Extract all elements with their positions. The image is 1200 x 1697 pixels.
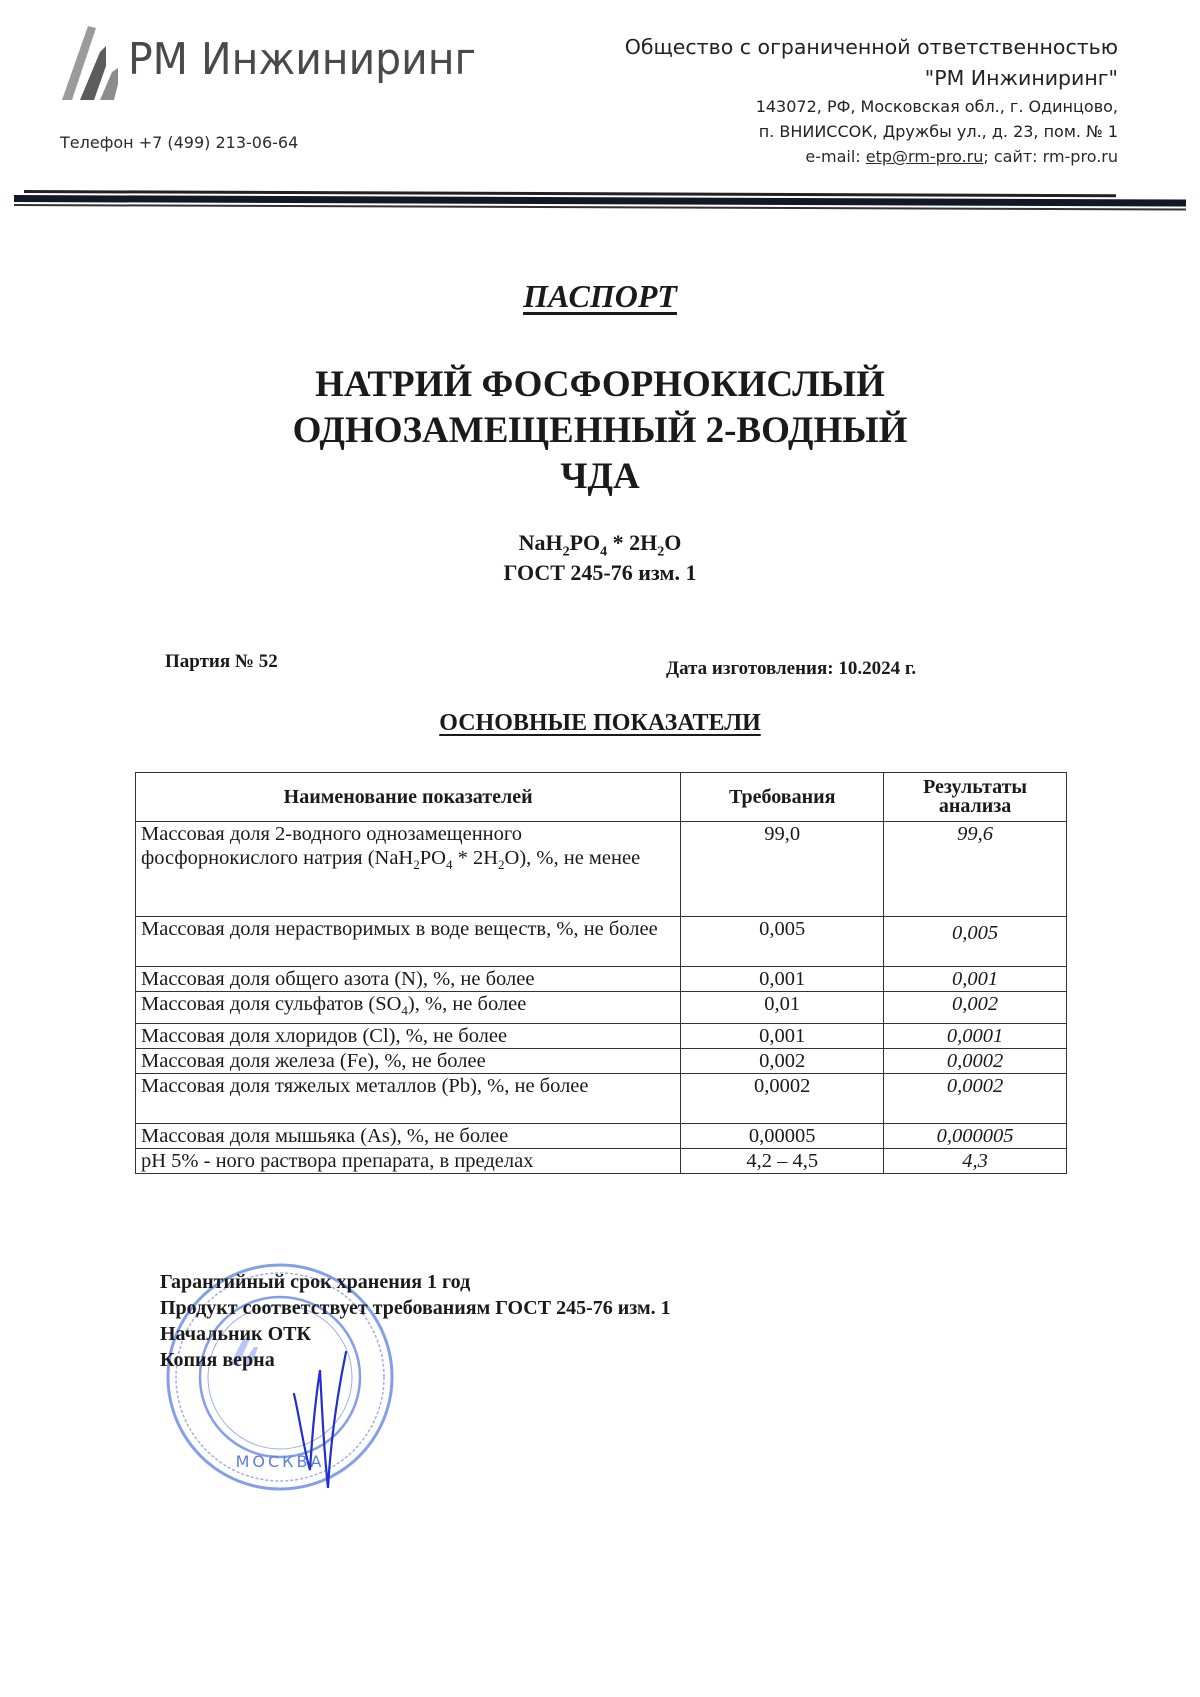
row-result: 0,001 xyxy=(884,967,1067,992)
table-row xyxy=(136,1149,1067,1174)
row-name: Массовая доля 2-водного однозамещенного фосфорнокислого натрия $(NaH_2PO_4 * 2H_2O)$, %, не менее xyxy=(136,822,681,917)
row-name: Массовая доля тяжелых металлов (Pb), %, не более xyxy=(136,1074,681,1124)
table-row xyxy=(136,967,1067,992)
site-text: ; сайт: rm-pro.ru xyxy=(983,147,1118,166)
product-name-line-3: ЧДА xyxy=(560,456,640,497)
row-name: Массовая доля хлоридов (Cl), %, не более xyxy=(136,1024,681,1049)
section-title xyxy=(0,710,1200,737)
header-name: Наименование показателей xyxy=(136,773,681,822)
signature-icon xyxy=(290,1350,350,1490)
contact-line xyxy=(625,144,1118,169)
row-result: 0,0001 xyxy=(884,1024,1067,1049)
properties-table xyxy=(135,772,1067,1174)
stamp-city: МОСКВА xyxy=(235,1452,325,1471)
row-requirement: 4,2 – 4,5 xyxy=(681,1149,884,1174)
row-result: 0,0002 xyxy=(884,1049,1067,1074)
address-line-2: п. ВНИИССОК, Дружбы ул., д. 23, пом. № 1 xyxy=(758,122,1118,141)
compliance-statement: Продукт соответствует требованиям ГОСТ 245-76 изм. 1 xyxy=(160,1297,671,1319)
header-divider xyxy=(14,190,1186,211)
row-result: 99,6 xyxy=(884,822,1067,917)
row-result: 0,002 xyxy=(884,992,1067,1024)
header-requirements: Требования xyxy=(681,773,884,822)
product-name xyxy=(0,362,1200,500)
address-line-1: 143072, РФ, Московская обл., г. Одинцово, xyxy=(755,97,1118,116)
company-phone: Телефон +7 (499) 213-06-64 xyxy=(60,133,299,152)
row-requirement: 0,001 xyxy=(681,1024,884,1049)
table-row xyxy=(136,1124,1067,1149)
table-row xyxy=(136,1049,1067,1074)
row-name: pH 5% - ного раствора препарата, в пределах xyxy=(136,1149,681,1174)
email-link[interactable]: etp@rm-pro.ru xyxy=(865,147,984,166)
company-type: Общество с ограниченной ответственностью xyxy=(624,35,1118,59)
product-name-line-1: НАТРИЙ ФОСФОРНОКИСЛЫЙ xyxy=(315,364,885,405)
row-name: Массовая доля мышьяка (As), %, не более xyxy=(136,1124,681,1149)
row-requirement: 99,0 xyxy=(681,822,884,917)
row-requirement: 0,01 xyxy=(681,992,884,1024)
document-title xyxy=(0,278,1200,315)
table-row xyxy=(136,822,1067,917)
manufacture-date: Дата изготовления: 10.2024 г. xyxy=(666,658,917,679)
table-row xyxy=(136,992,1067,1024)
rm-logo-icon xyxy=(60,22,128,102)
row-name: Массовая доля нерастворимых в воде веществ, %, не более xyxy=(136,917,681,967)
shelf-life: Гарантийный срок хранения 1 год xyxy=(160,1271,471,1293)
row-requirement: 0,001 xyxy=(681,967,884,992)
document-title-text: ПАСПОРТ xyxy=(523,278,677,314)
row-requirement: 0,005 xyxy=(681,917,884,967)
row-result: 0,005 xyxy=(884,917,1067,967)
row-result: 0,0002 xyxy=(884,1074,1067,1124)
company-details xyxy=(625,32,1118,169)
copy-certified: Копия верна xyxy=(160,1349,275,1371)
row-requirement: 0,00005 xyxy=(681,1124,884,1149)
row-requirement: 0,002 xyxy=(681,1049,884,1074)
product-name-line-2: ОДНОЗАМЕЩЕННЫЙ 2-ВОДНЫЙ xyxy=(292,410,908,451)
table-row xyxy=(136,917,1067,967)
row-requirement: 0,0002 xyxy=(681,1074,884,1124)
row-name: Массовая доля сульфатов $(SO_4)$, %, не более xyxy=(136,992,681,1024)
row-result: 0,000005 xyxy=(884,1124,1067,1149)
row-result: 4,3 xyxy=(884,1149,1067,1174)
gost-standard: ГОСТ 245-76 изм. 1 xyxy=(503,560,697,585)
company-name: "РМ Инжиниринг" xyxy=(924,66,1118,90)
logo-text: РМ Инжиниринг xyxy=(128,34,476,85)
table-row xyxy=(136,1074,1067,1124)
table-row xyxy=(136,1024,1067,1049)
section-title-text: ОСНОВНЫЕ ПОКАЗАТЕЛИ xyxy=(439,710,761,736)
company-logo xyxy=(60,22,128,102)
qc-head: Начальник ОТК xyxy=(160,1323,311,1345)
table-header-row xyxy=(136,773,1067,822)
email-label: e-mail: xyxy=(805,147,861,166)
footer-statements xyxy=(160,1269,671,1373)
row-name: Массовая доля железа (Fe), %, не более xyxy=(136,1049,681,1074)
batch-number: Партия № 52 xyxy=(165,651,278,672)
header-results: Результаты анализа xyxy=(884,773,1067,822)
chemical-formula: $NaH_2PO_4 * 2H_2O$ xyxy=(518,530,682,560)
row-name: Массовая доля общего азота (N), %, не более xyxy=(136,967,681,992)
